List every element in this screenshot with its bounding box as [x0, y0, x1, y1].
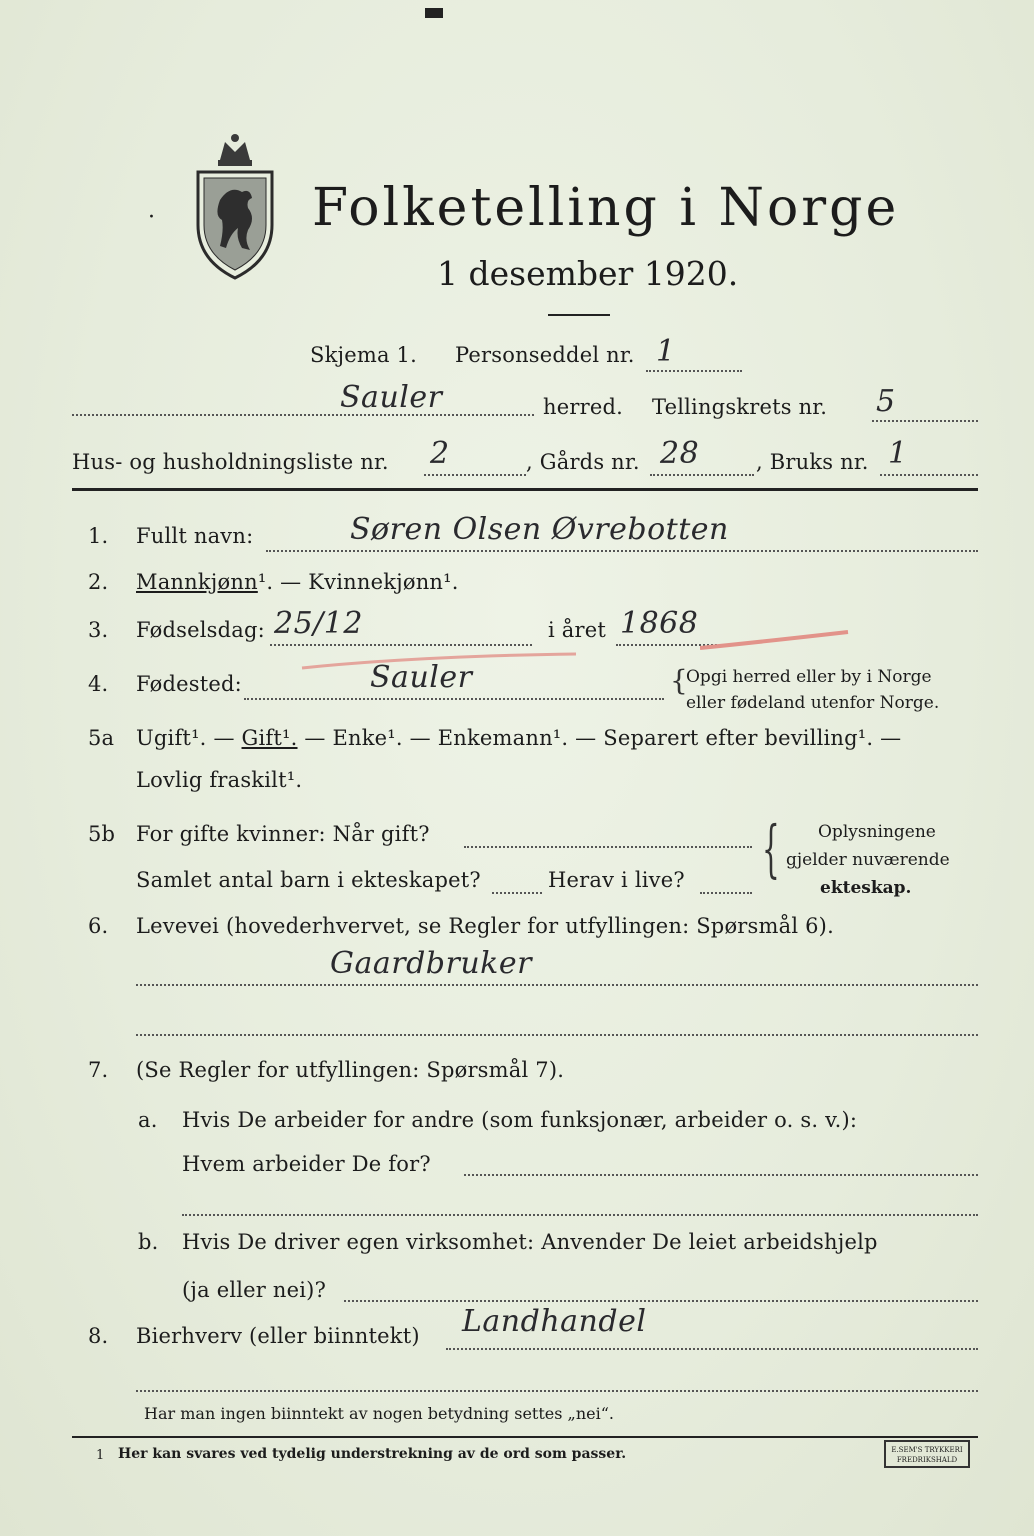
mark-dot: ·	[148, 205, 155, 230]
q7-label: (Se Regler for utfyllingen: Spørsmål 7).	[136, 1058, 565, 1082]
q3-value: 25/12	[274, 606, 363, 641]
q2-end: ¹.	[443, 570, 459, 594]
printer-stamp	[884, 1440, 970, 1468]
schema-label: Skjema 1.	[310, 343, 417, 367]
q5b-number: 5b	[88, 822, 116, 846]
q3-label: Fødselsdag:	[136, 618, 265, 642]
title-divider	[548, 314, 610, 316]
q5b-note2: gjelder nuværende	[786, 850, 950, 870]
q2-number: 2.	[88, 570, 109, 594]
q5b-brace: {	[762, 812, 780, 885]
q4-note-line2: eller fødeland utenfor Norge.	[686, 693, 940, 713]
q3-number: 3.	[88, 618, 109, 642]
q7b-letter: b.	[138, 1230, 159, 1254]
q8-value: Landhandel	[462, 1304, 647, 1339]
q1-label: Fullt navn:	[136, 524, 254, 548]
q5b-children-line	[492, 892, 542, 894]
q6-line2	[136, 1034, 978, 1036]
q5a-line2: Lovlig fraskilt¹.	[136, 768, 303, 792]
header-rule	[72, 488, 978, 491]
bruks-line	[880, 474, 978, 476]
q6-label: Levevei (hovederhvervet, se Regler for utfyllingen: Spørsmål 6).	[136, 914, 834, 938]
herred-line	[72, 414, 534, 416]
q5b-line1: For gifte kvinner: Når gift?	[136, 822, 430, 846]
q7b-line	[344, 1300, 978, 1302]
hus-line	[424, 474, 526, 476]
footnote-number: 1	[96, 1448, 105, 1463]
q5b-line2a: Samlet antal barn i ekteskapet?	[136, 868, 481, 892]
form-date: 1 desember 1920.	[437, 254, 739, 293]
q6-line1	[136, 984, 978, 986]
printer-line1: E.SEM'S TRYKKERI	[891, 1446, 963, 1454]
q5b-married-line	[464, 846, 752, 848]
q5a-ugift-option: Ugift¹. —	[136, 726, 242, 750]
gards-value: 28	[660, 436, 700, 471]
q5b-note1: Oplysningene	[818, 822, 936, 842]
q7a-letter: a.	[138, 1108, 158, 1132]
q7b-line2: (ja eller nei)?	[182, 1278, 327, 1302]
q5b-alive-line	[700, 892, 752, 894]
q7b-line1: Hvis De driver egen virksomhet: Anvender De leiet arbeidshjelp	[182, 1230, 878, 1254]
q2-female-option: Kvinnekjønn	[308, 570, 444, 594]
tellingskrets-value: 5	[876, 384, 896, 419]
hus-label: Hus- og husholdningsliste nr.	[72, 450, 389, 474]
q5a-gift-option: Gift¹.	[241, 726, 298, 750]
personseddel-value: 1	[656, 334, 676, 369]
q4-note-line1: Opgi herred eller by i Norge	[686, 667, 932, 687]
tellingskrets-line	[872, 420, 978, 422]
q7a-line	[464, 1174, 978, 1176]
bruks-label: , Bruks nr.	[756, 450, 869, 474]
q6-value: Gaardbruker	[330, 946, 532, 981]
form-title: Folketelling i Norge	[312, 178, 900, 238]
q8-label: Bierhverv (eller biinntekt)	[136, 1324, 420, 1348]
q1-line	[266, 550, 978, 552]
q7a-line2: Hvem arbeider De for?	[182, 1152, 431, 1176]
footer-rule	[72, 1436, 978, 1438]
personseddel-line	[646, 370, 742, 372]
q5a-options	[136, 726, 901, 750]
coat-of-arms-icon	[190, 130, 280, 280]
footnote-text: Her kan svares ved tydelig understrekning av de ord som passer.	[118, 1446, 627, 1462]
q7a-line-extra	[182, 1214, 978, 1216]
q3-year-label: i året	[548, 618, 607, 642]
herred-value: Sauler	[340, 380, 443, 415]
personseddel-label: Personseddel nr.	[455, 343, 635, 367]
tellingskrets-label: Tellingskrets nr.	[652, 395, 828, 419]
q5a-number: 5a	[88, 726, 115, 750]
q2-male-option: Mannkjønn	[136, 570, 258, 594]
footer-note: Har man ingen biinntekt av nogen betydning settes „nei“.	[144, 1404, 614, 1423]
bruks-value: 1	[888, 436, 908, 471]
q4-value: Sauler	[370, 660, 473, 695]
q4-line	[244, 698, 664, 700]
q1-value: Søren Olsen Øvrebotten	[350, 512, 729, 547]
hus-value: 2	[430, 436, 450, 471]
q4-brace: {	[670, 664, 688, 697]
red-pencil-stroke	[700, 628, 850, 652]
top-mark	[425, 8, 443, 18]
gards-label: , Gårds nr.	[526, 450, 640, 474]
q8-line	[446, 1348, 978, 1350]
q3-line	[270, 644, 532, 646]
herred-label: herred.	[543, 395, 623, 419]
q3-year-value: 1868	[620, 606, 699, 641]
q5b-line2b: Herav i live?	[548, 868, 685, 892]
q6-number: 6.	[88, 914, 109, 938]
gards-line	[650, 474, 754, 476]
q5a-other-options: — Enke¹. — Enkemann¹. — Separert efter bevilling¹. —	[297, 726, 902, 750]
q5b-note3: ekteskap.	[820, 878, 912, 898]
q4-label: Fødested:	[136, 672, 242, 696]
q1-number: 1.	[88, 524, 109, 548]
q7a-line1: Hvis De arbeider for andre (som funksjonær, arbeider o. s. v.):	[182, 1108, 858, 1132]
q2-sex	[136, 570, 459, 594]
q7-number: 7.	[88, 1058, 109, 1082]
printer-line2: FREDRIKSHALD	[896, 1456, 958, 1464]
q2-separator: ¹. —	[257, 570, 309, 594]
q4-number: 4.	[88, 672, 109, 696]
q8-number: 8.	[88, 1324, 109, 1348]
q8-line2	[136, 1390, 978, 1392]
